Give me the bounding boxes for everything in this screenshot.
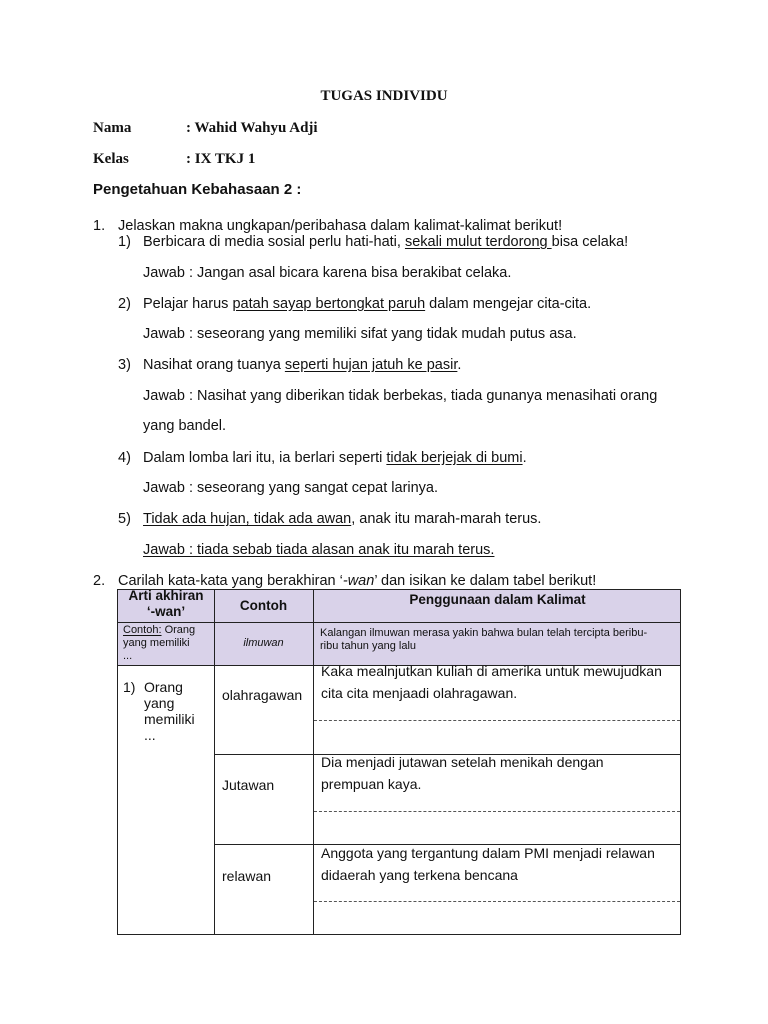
table-row-divider — [118, 622, 680, 623]
class-label: Kelas — [93, 151, 129, 167]
q1-item-1: Berbicara di media sosial perlu hati-hati, sekali mulut terdorong bisa celaka! — [143, 234, 629, 250]
header-meaning-line2: ‘-wan’ — [146, 604, 186, 619]
q1-item-3-number: 3) — [118, 357, 131, 373]
page-title: TUGAS INDIVIDU — [320, 88, 448, 104]
answer-dash-line — [314, 720, 680, 721]
example-word: ilmuwan — [243, 637, 284, 649]
answer-dash-line — [314, 811, 680, 812]
word-relawan: relawan — [222, 868, 272, 884]
header-example: Contoh — [239, 598, 288, 613]
q1-item-2-number: 2) — [118, 296, 131, 312]
q1-item-2: Pelajar harus patah sayap bertongkat paruh dalam mengejar cita-cita. — [143, 296, 592, 312]
q1-item-3-answer: Jawab : Nasihat yang diberikan tidak berbekas, tiada gunanya menasihati orang — [143, 388, 658, 404]
word-olahragawan: olahragawan — [222, 687, 303, 703]
sentence-olahragawan: Kaka mealnjutkan kuliah di amerika untuk mewujudkan cita cita menjaadi olahragawan. — [321, 663, 662, 701]
section-heading: Pengetahuan Kebahasaan 2 : — [93, 181, 302, 198]
q1-item-1-number: 1) — [118, 234, 131, 250]
sentence-relawan: Anggota yang tergantung dalam PMI menjadi relawan didaerah yang terkena bencana — [321, 845, 655, 883]
header-sentence: Penggunaan dalam Kalimat — [409, 592, 586, 607]
q1-item-5-answer: Jawab : tiada sebab tiada alasan anak itu marah terus. — [143, 542, 495, 558]
q2-prompt: Carilah kata-kata yang berakhiran ‘-wan’ dan isikan ke dalam tabel berikut! — [118, 573, 597, 589]
q1-item-5: Tidak ada hujan, tidak ada awan, anak itu marah-marah terus. — [143, 511, 542, 527]
example-sentence: Kalangan ilmuwan merasa yakin bahwa bulan telah tercipta beribu- ribu tahun yang lalu — [320, 627, 648, 652]
q2-number: 2. — [93, 573, 106, 589]
sentence-jutawan: Dia menjadi jutawan setelah menikah dengan prempuan kaya. — [321, 754, 604, 792]
q1-item-4-number: 4) — [118, 450, 131, 466]
q1-prompt: Jelaskan makna ungkapan/peribahasa dalam kalimat-kalimat berikut! — [118, 218, 563, 234]
name-value: : Wahid Wahyu Adji — [186, 120, 318, 136]
class-value: : IX TKJ 1 — [186, 151, 256, 167]
q1-item-4: Dalam lomba lari itu, ia berlari seperti tidak berjejak di bumi. — [143, 450, 527, 466]
q1-number: 1. — [93, 218, 106, 234]
header-meaning — [118, 588, 214, 620]
header-meaning-line1: Arti akhiran — [128, 588, 204, 603]
wan-table — [117, 589, 681, 935]
q1-item-3: Nasihat orang tuanya seperti hujan jatuh ke pasir. — [143, 357, 462, 373]
q1-item-3-answer-cont: yang bandel. — [143, 418, 227, 434]
name-label: Nama — [93, 120, 132, 136]
answer-dash-line — [314, 901, 680, 902]
word-jutawan: Jutawan — [222, 777, 275, 793]
example-meaning: Contoh: Orang yang memiliki ... — [123, 624, 196, 662]
meaning-1: 1) Orang yang memiliki ... — [123, 679, 195, 743]
q1-item-2-answer: Jawab : seseorang yang memiliki sifat yang tidak mudah putus asa. — [143, 326, 577, 342]
q1-item-5-number: 5) — [118, 511, 131, 527]
q1-item-1-answer: Jawab : Jangan asal bicara karena bisa berakibat celaka. — [143, 265, 512, 281]
q1-item-4-answer: Jawab : seseorang yang sangat cepat larinya. — [143, 480, 439, 496]
table-col-divider — [313, 590, 314, 934]
